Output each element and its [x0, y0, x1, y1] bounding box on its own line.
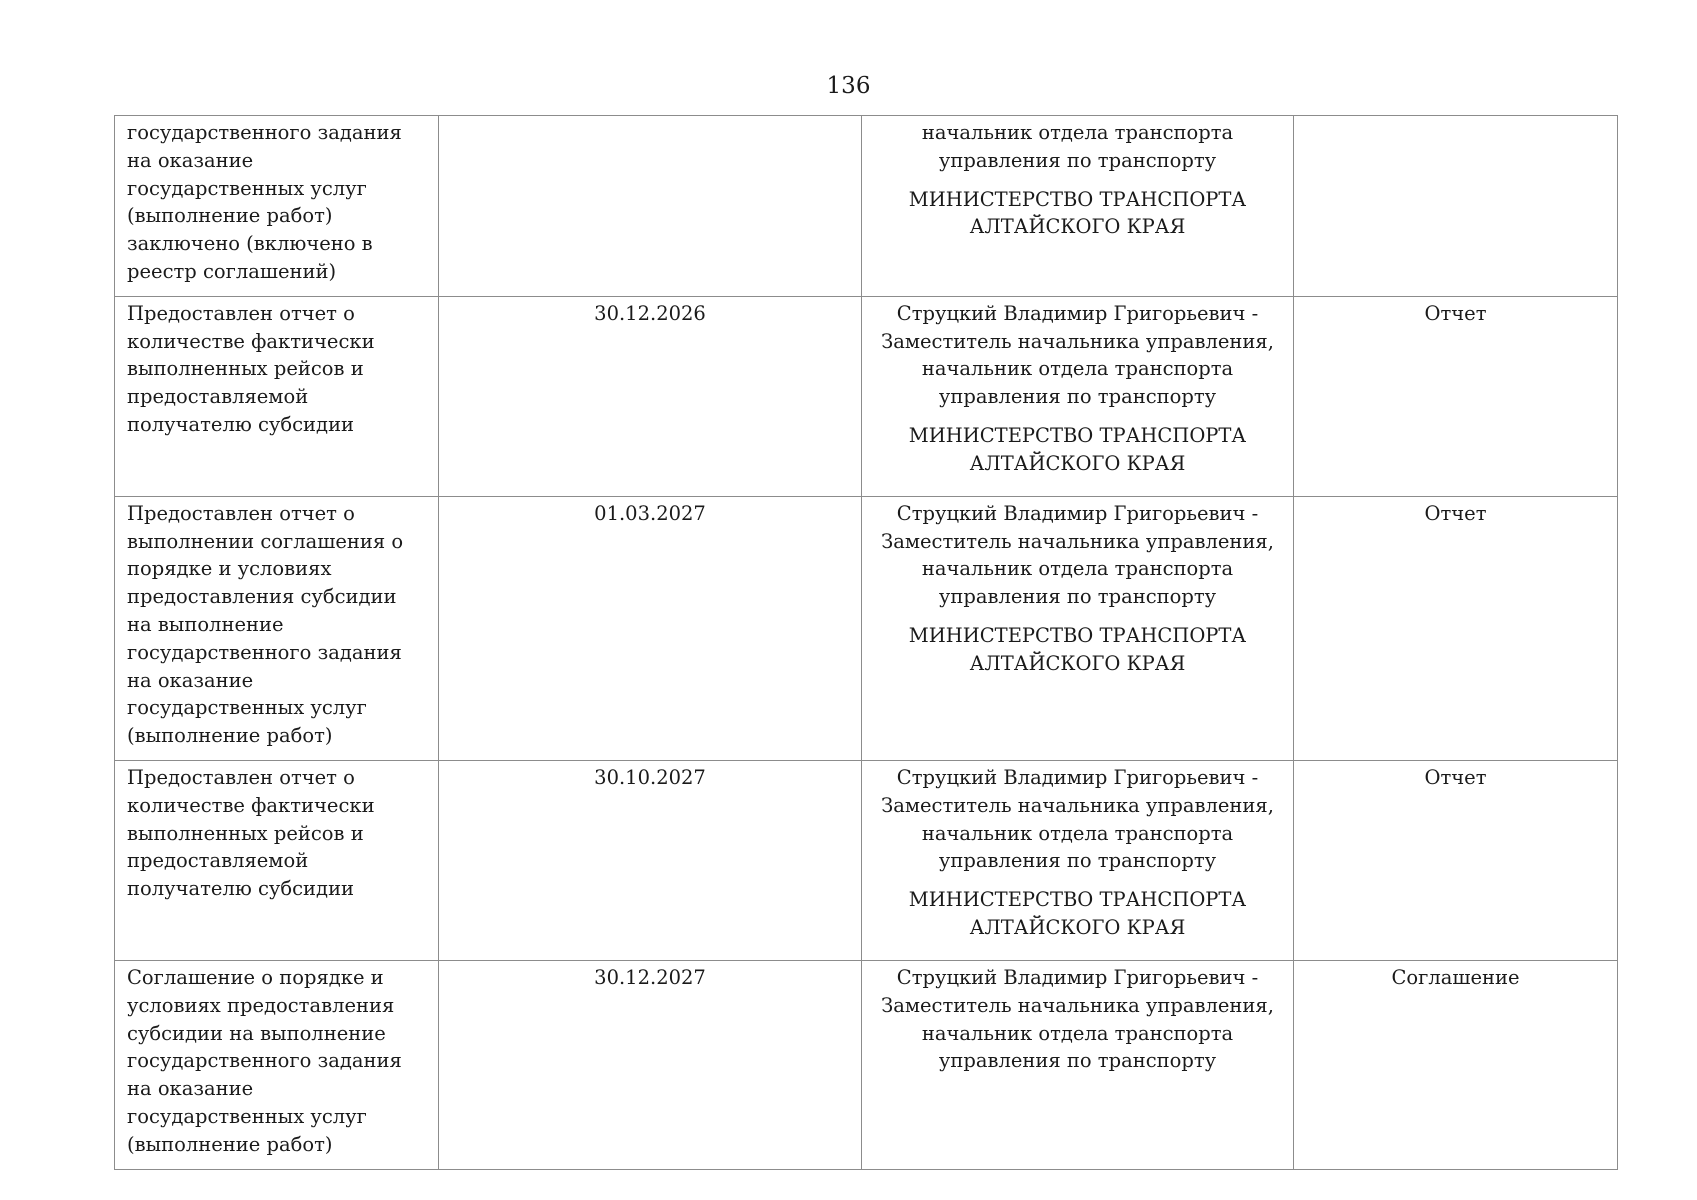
table-row	[115, 960, 1618, 1169]
document-cell	[1294, 116, 1618, 297]
table-row	[115, 116, 1618, 297]
page-number: 136	[826, 73, 871, 99]
responsible-person: Струцкий Владимир Григорьевич - Заместитель начальника управления, начальник отдела транспорта управления по транспорту	[881, 765, 1274, 873]
responsible-cell	[862, 760, 1294, 960]
table-row	[115, 496, 1618, 760]
responsible-person: Струцкий Владимир Григорьевич - Заместитель начальника управления, начальник отдела транспорта управления по транспорту	[881, 301, 1274, 409]
date-cell	[439, 116, 862, 297]
table-row	[115, 760, 1618, 960]
responsible-cell	[862, 296, 1294, 496]
event-cell: Предоставлен отчет о количестве фактически выполненных рейсов и предоставляемой получателю субсидии	[115, 296, 439, 496]
event-cell: Соглашение о порядке и условиях предоставления субсидии на выполнение государственного задания на оказание государственных услуг (выполнение работ)	[115, 960, 439, 1169]
responsible-organization: МИНИСТЕРСТВО ТРАНСПОРТА АЛТАЙСКОГО КРАЯ	[908, 623, 1247, 675]
event-cell: Предоставлен отчет о количестве фактически выполненных рейсов и предоставляемой получателю субсидии	[115, 760, 439, 960]
event-cell: Предоставлен отчет о выполнении соглашения о порядке и условиях предоставления субсидии на выполнение государственного задания на оказание государственных услуг (выполнение работ)	[115, 496, 439, 760]
event-cell: государственного задания на оказание государственных услуг (выполнение работ) заключено (включено в реестр соглашений)	[115, 116, 439, 297]
document-cell: Отчет	[1294, 296, 1618, 496]
document-cell: Отчет	[1294, 760, 1618, 960]
date-cell: 30.12.2027	[439, 960, 862, 1169]
responsible-organization: МИНИСТЕРСТВО ТРАНСПОРТА АЛТАЙСКОГО КРАЯ	[908, 888, 1247, 939]
responsible-person: Струцкий Владимир Григорьевич - Заместитель начальника управления, начальник отдела транспорта управления по транспорту	[881, 965, 1274, 1073]
document-cell: Соглашение	[1294, 960, 1618, 1169]
date-cell: 30.12.2026	[439, 296, 862, 496]
table-row	[115, 296, 1618, 496]
date-cell: 30.10.2027	[439, 760, 862, 960]
responsible-organization: МИНИСТЕРСТВО ТРАНСПОРТА АЛТАЙСКОГО КРАЯ	[908, 187, 1247, 239]
plan-table	[114, 115, 1618, 1170]
responsible-person: начальник отдела транспорта управления по транспорту	[921, 121, 1234, 172]
responsible-person: Струцкий Владимир Григорьевич - Заместитель начальника управления, начальник отдела транспорта управления по транспорту	[881, 501, 1274, 609]
date-cell: 01.03.2027	[439, 496, 862, 760]
document-cell: Отчет	[1294, 496, 1618, 760]
responsible-cell	[862, 960, 1294, 1169]
responsible-cell	[862, 496, 1294, 760]
responsible-cell	[862, 116, 1294, 297]
responsible-organization: МИНИСТЕРСТВО ТРАНСПОРТА АЛТАЙСКОГО КРАЯ	[908, 423, 1247, 475]
